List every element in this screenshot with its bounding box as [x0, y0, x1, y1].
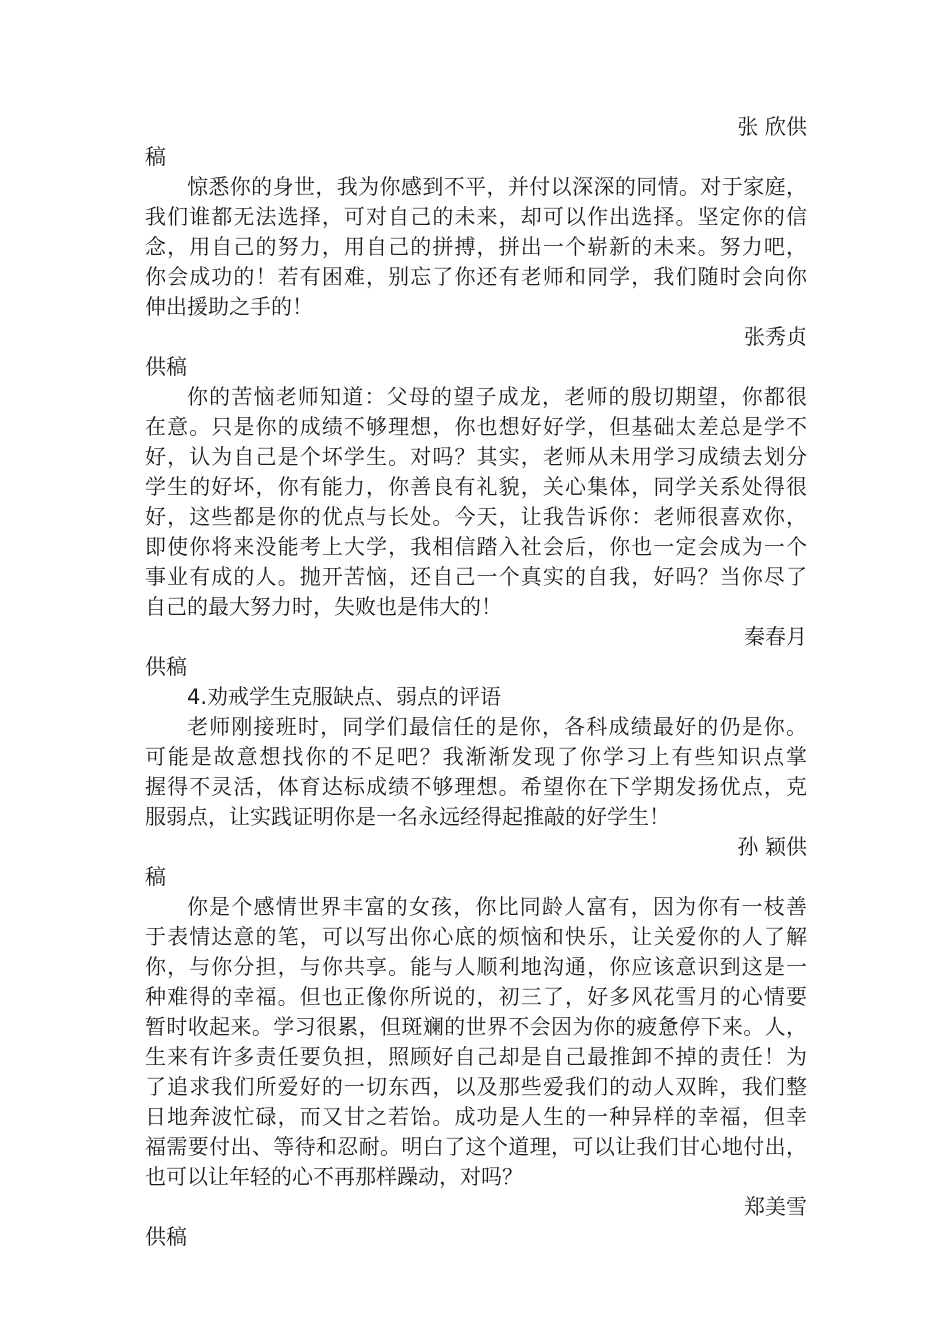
paragraph-line: 在意。只是你的成绩不够理想，你也想好好学，但基础太差总是学不 — [145, 415, 807, 439]
paragraph-line: 了追求我们所爱好的一切东西，以及那些爱我们的动人双眸，我们整 — [145, 1075, 807, 1099]
paragraph-line: 福需要付出、等待和忍耐。明白了这个道理，可以让我们甘心地付出， — [145, 1135, 807, 1159]
paragraph-line: 你，与你分担，与你共享。能与人顺利地沟通，你应该意识到这是一 — [145, 955, 807, 979]
section-title: 劝戒学生克服缺点、弱点的评语 — [207, 685, 502, 709]
attribution-name: 张 欣供 — [737, 115, 807, 139]
paragraph-line: 于表情达意的笔，可以写出你心底的烦恼和快乐，让关爱你的人了解 — [145, 925, 807, 949]
comment-paragraph — [145, 892, 807, 1192]
comment-paragraph — [145, 382, 807, 622]
paragraph-line: 种难得的幸福。但也正像你所说的，初三了，好多风花雪月的心情要 — [145, 985, 807, 1009]
attribution-suffix: 供稿 — [145, 1225, 187, 1249]
paragraph-line: 好，这些都是你的优点与长处。今天，让我告诉你：老师很喜欢你， — [145, 505, 807, 529]
paragraph-line: 握得不灵活，体育达标成绩不够理想。希望你在下学期发扬优点，克 — [145, 775, 807, 799]
paragraph-line: 你是个感情世界丰富的女孩，你比同龄人富有，因为你有一枝善 — [187, 895, 807, 919]
attribution-suffix: 稿 — [145, 865, 166, 889]
comment-paragraph — [145, 712, 807, 832]
paragraph-line: 我们谁都无法选择，可对自己的未来，却可以作出选择。坚定你的信 — [145, 205, 807, 229]
attribution-suffix: 供稿 — [145, 655, 187, 679]
section-heading — [145, 682, 807, 712]
paragraph-line: 念，用自己的努力，用自己的拼搏，拼出一个崭新的未来。努力吧， — [145, 235, 807, 259]
paragraph-line: 即使你将来没能考上大学，我相信踏入社会后，你也一定会成为一个 — [145, 535, 807, 559]
paragraph-line: 你会成功的！若有困难，别忘了你还有老师和同学，我们随时会向你 — [145, 265, 807, 289]
attribution — [145, 622, 807, 682]
paragraph-line: 服弱点，让实践证明你是一名永远经得起推敲的好学生！ — [145, 805, 670, 829]
paragraph-line: 伸出援助之手的！ — [145, 295, 313, 319]
attribution — [145, 832, 807, 892]
document-page — [145, 112, 807, 1252]
attribution — [145, 322, 807, 382]
attribution-name: 孙 颖供 — [737, 835, 807, 859]
paragraph-line: 老师刚接班时，同学们最信任的是你，各科成绩最好的仍是你。 — [187, 715, 807, 739]
paragraph-line: 日地奔波忙碌，而又甘之若饴。成功是人生的一种异样的幸福，但幸 — [145, 1105, 807, 1129]
attribution — [145, 1192, 807, 1252]
paragraph-line: 好，认为自己是个坏学生。对吗？其实，老师从未用学习成绩去划分 — [145, 445, 807, 469]
comment-paragraph — [145, 172, 807, 322]
attribution-name: 张秀贞 — [744, 325, 807, 349]
paragraph-line: 你的苦恼老师知道：父母的望子成龙，老师的殷切期望，你都很 — [187, 385, 807, 409]
attribution-name: 秦春月 — [744, 625, 807, 649]
attribution-name: 郑美雪 — [744, 1195, 807, 1219]
attribution — [145, 112, 807, 172]
attribution-suffix: 稿 — [145, 145, 166, 169]
paragraph-line: 也可以让年轻的心不再那样躁动，对吗？ — [145, 1165, 523, 1189]
paragraph-line: 生来有许多责任要负担，照顾好自己却是自己最推卸不掉的责任！为 — [145, 1045, 807, 1069]
paragraph-line: 事业有成的人。抛开苦恼，还自己一个真实的自我，好吗？当你尽了 — [145, 565, 807, 589]
paragraph-line: 自己的最大努力时，失败也是伟大的！ — [145, 595, 502, 619]
paragraph-line: 暂时收起来。学习很累，但斑斓的世界不会因为你的疲惫停下来。人， — [145, 1015, 807, 1039]
paragraph-line: 惊悉你的身世，我为你感到不平，并付以深深的同情。对于家庭， — [187, 175, 807, 199]
paragraph-line: 可能是故意想找你的不足吧？我渐渐发现了你学习上有些知识点掌 — [145, 745, 807, 769]
attribution-suffix: 供稿 — [145, 355, 187, 379]
section-number: 4. — [187, 685, 208, 709]
paragraph-line: 学生的好坏，你有能力，你善良有礼貌，关心集体，同学关系处得很 — [145, 475, 807, 499]
